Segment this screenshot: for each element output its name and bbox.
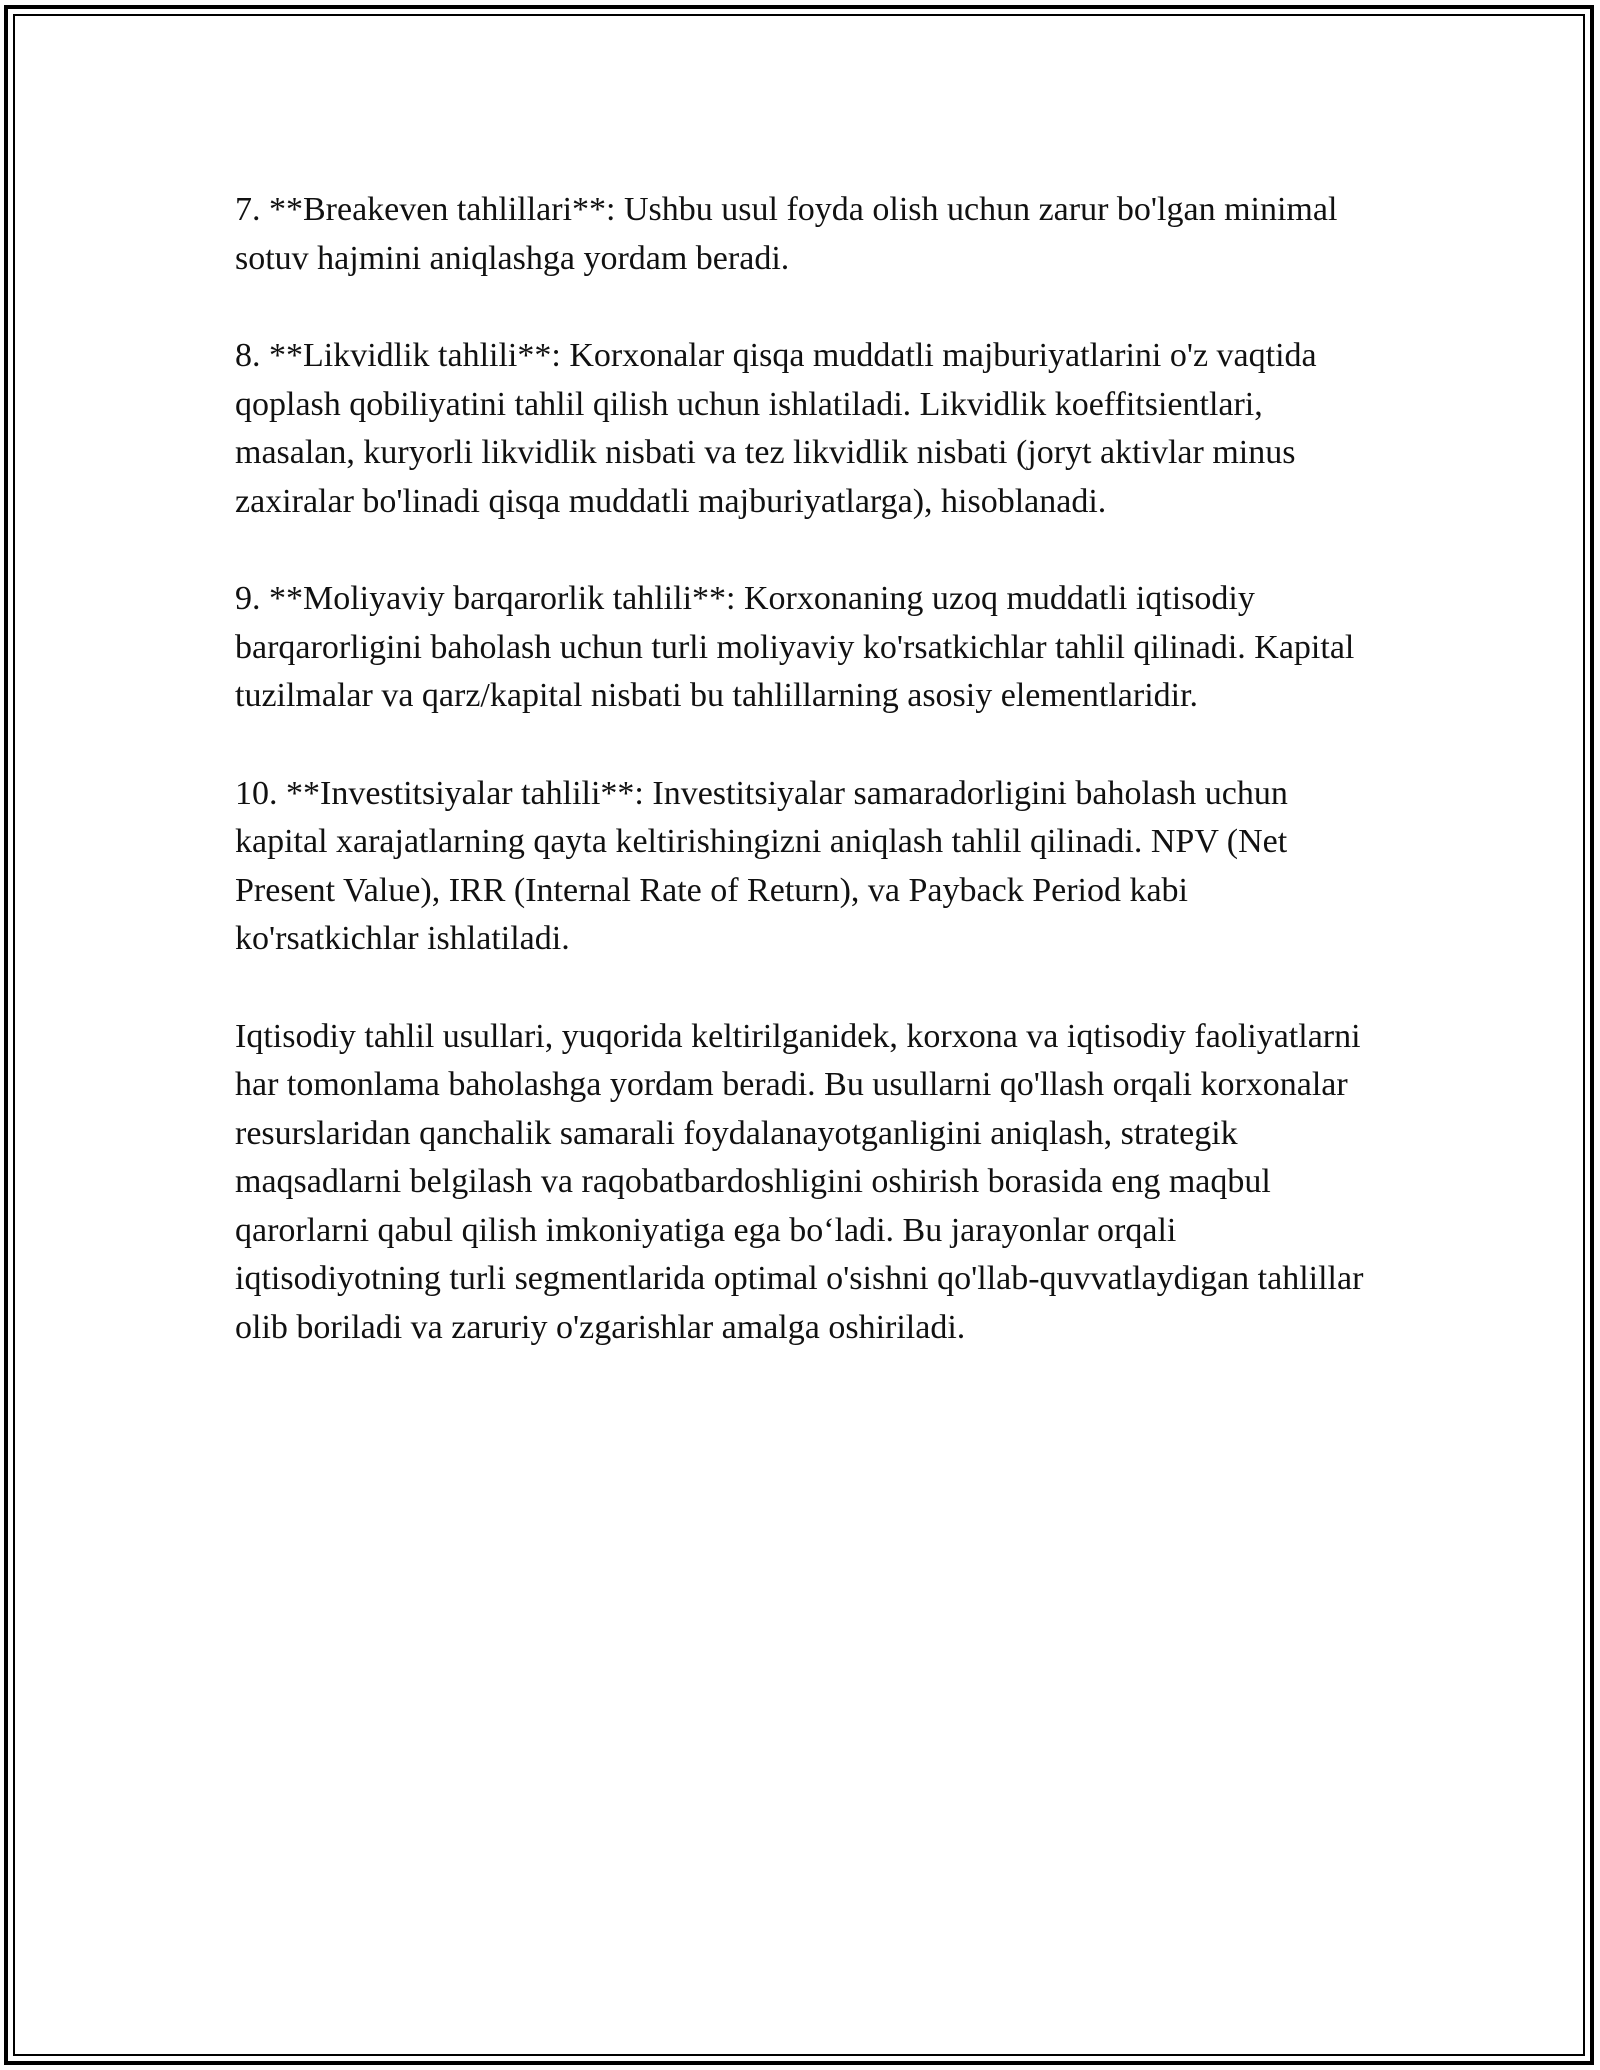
paragraph-liquidity-analysis: 8. **Likvidlik tahlili**: Korxonalar qisqa muddatli majburiyatlarini o'z vaqtida qoplash qobiliyatini tahlil qilish uchun ishlatiladi. Likvidlik koeffitsientlari, masalan, kuryorli likvidlik nisbati va tez likvidlik nisbati (joryt aktivlar minus zaxiralar bo'linadi qisqa muddatli majburiyatlarga), hisoblanadi. [235,337,1317,520]
document-body [235,186,1375,1352]
paragraph-conclusion: Iqtisodiy tahlil usullari, yuqorida keltirilganidek, korxona va iqtisodiy faoliyatlarni har tomonlama baholashga yordam beradi. Bu usullarni qo'llash orqali korxonalar resurslaridan qanchalik samarali foydalanayotganligini aniqlash, strategik maqsadlarni belgilash va raqobatbardoshligini oshirish borasida eng maqbul qarorlarni qabul qilish imkoniyatiga ega bo‘ladi. Bu jarayonlar orqali iqtisodiyotning turli segmentlarida optimal o'sishni qo'llab-quvvatlaydigan tahlillar olib boriladi va zaruriy o'zgarishlar amalga oshiriladi. [235,1017,1364,1346]
paragraph-financial-stability-analysis: 9. **Moliyaviy barqarorlik tahlili**: Korxonaning uzoq muddatli iqtisodiy barqarorligini baholash uchun turli moliyaviy ko'rsatkichlar tahlil qilinadi. Kapital tuzilmalar va qarz/kapital nisbati bu tahlillarning asosiy elementlaridir. [235,580,1355,714]
paragraph-breakeven-analysis: 7. **Breakeven tahlillari**: Ushbu usul foyda olish uchun zarur bo'lgan minimal sotuv hajmini aniqlashga yordam beradi. [235,191,1338,277]
paragraph-investment-analysis: 10. **Investitsiyalar tahlili**: Investitsiyalar samaradorligini baholash uchun kapital xarajatlarning qayta keltirishingizni aniqlash tahlil qilinadi. NPV (Net Present Value), IRR (Internal Rate of Return), va Payback Period kabi ko'rsatkichlar ishlatiladi. [235,774,1288,957]
